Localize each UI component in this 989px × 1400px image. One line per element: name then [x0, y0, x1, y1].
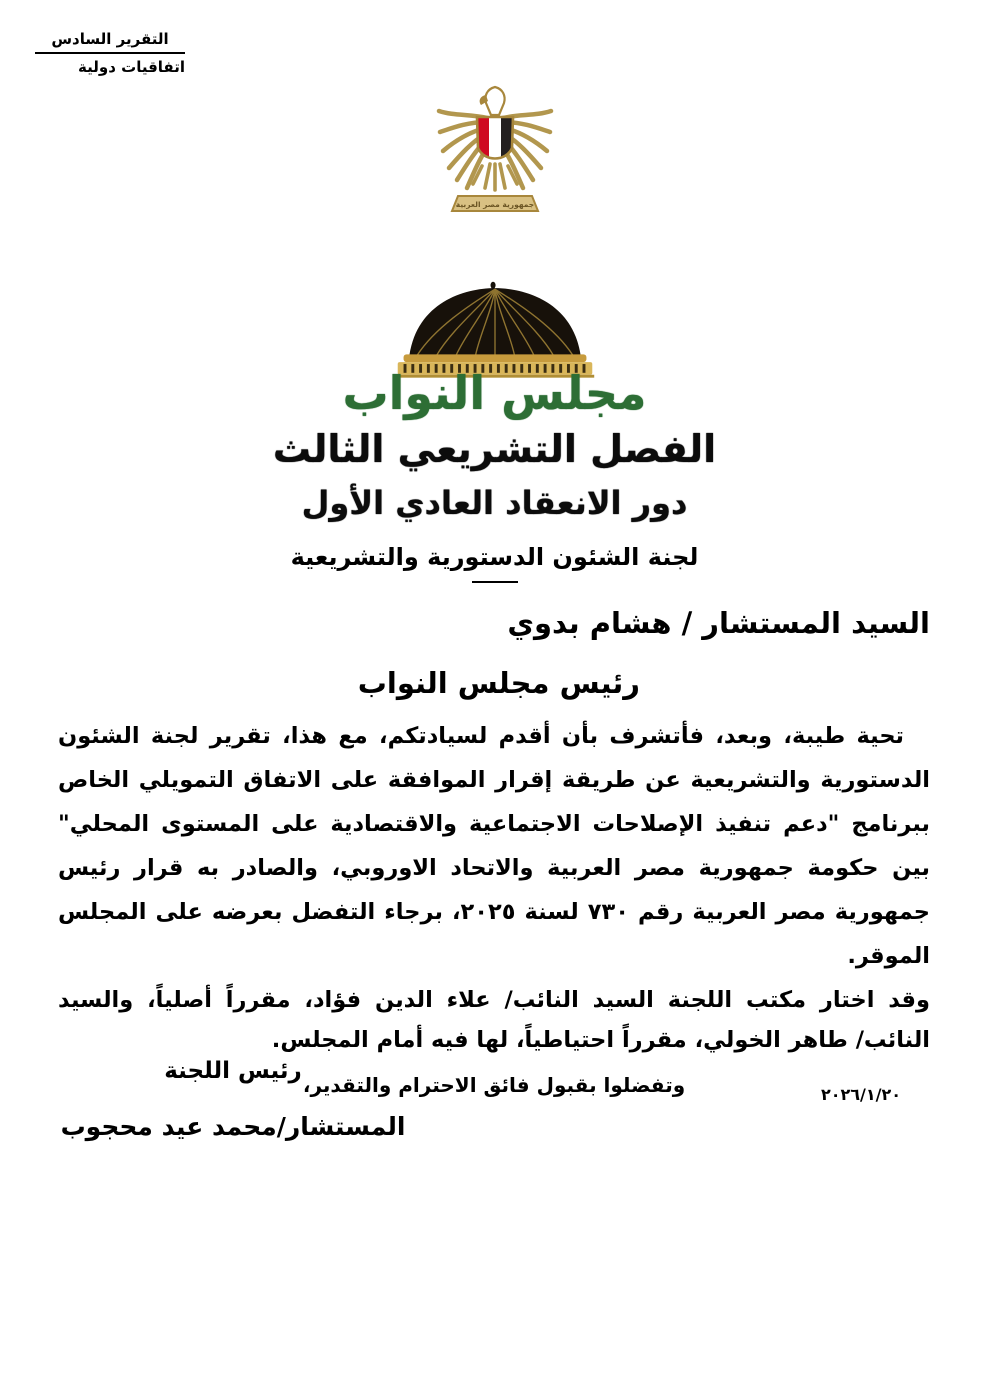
- letter-paragraph-1: تحية طيبة، وبعد، فأتشرف بأن أقدم لسيادتكم، مع هذا، تقرير لجنة الشئون الدستورية والتشريعية عن طريقة إقرار الموافقة على الاتفاق التمويلي الخاص ببرنامج "دعم تنفيذ الإصلاحات الاجتماعية والاقتصادية على المستوى المحلي" بين حكومة جمهورية مصر العربية والاتحاد الاوروبي، والصادر به قرار رئيس جمهورية مصر العربية رقم ٧٣٠ لسنة ٢٠٢٥، برجاء التفضل بعرضه على المجلس الموقر.: [58, 723, 931, 969]
- letter-date: ٢٠٢٦/١/٢٠: [820, 1085, 901, 1104]
- letter-paragraph-2: وقد اختار مكتب اللجنة السيد النائب/ علاء الدين فؤاد، مقرراً أصلياً، والسيد النائب/ طاهر الخولي، مقرراً احتياطياً، لها فيه أمام المجلس.: [58, 987, 930, 1053]
- parliament-dome-icon: [388, 280, 602, 380]
- legislative-term-title: الفصل التشريعي الثالث: [272, 427, 717, 471]
- committee-underline: [472, 581, 518, 583]
- egypt-eagle-emblem-icon: [429, 84, 561, 218]
- committee-title: لجنة الشئون الدستورية والتشريعية: [290, 543, 699, 571]
- emblem-banner-text: جمهورية مصر العربية: [455, 200, 534, 209]
- signature-name: المستشار/محمد عيد محجوب: [60, 1112, 406, 1141]
- council-title: مجلس النواب: [342, 366, 647, 420]
- letter-body: [58, 714, 930, 1102]
- corner-report-label: [35, 30, 185, 76]
- signature-title: رئيس اللجنة: [164, 1058, 302, 1084]
- session-title: دور الانعقاد العادي الأول: [301, 484, 688, 522]
- addressee-title: رئيس مجلس النواب: [357, 666, 640, 700]
- letter-closing: وتفضلوا بقبول فائق الاحترام والتقدير،: [302, 1073, 686, 1097]
- corner-divider: [35, 52, 185, 54]
- signature-block: [58, 1056, 408, 1142]
- report-number-label: التقرير السادس: [51, 30, 169, 48]
- report-category-label: اتفاقيات دولية: [78, 58, 185, 76]
- addressee-name: السيد المستشار / هشام بدوي: [507, 606, 930, 640]
